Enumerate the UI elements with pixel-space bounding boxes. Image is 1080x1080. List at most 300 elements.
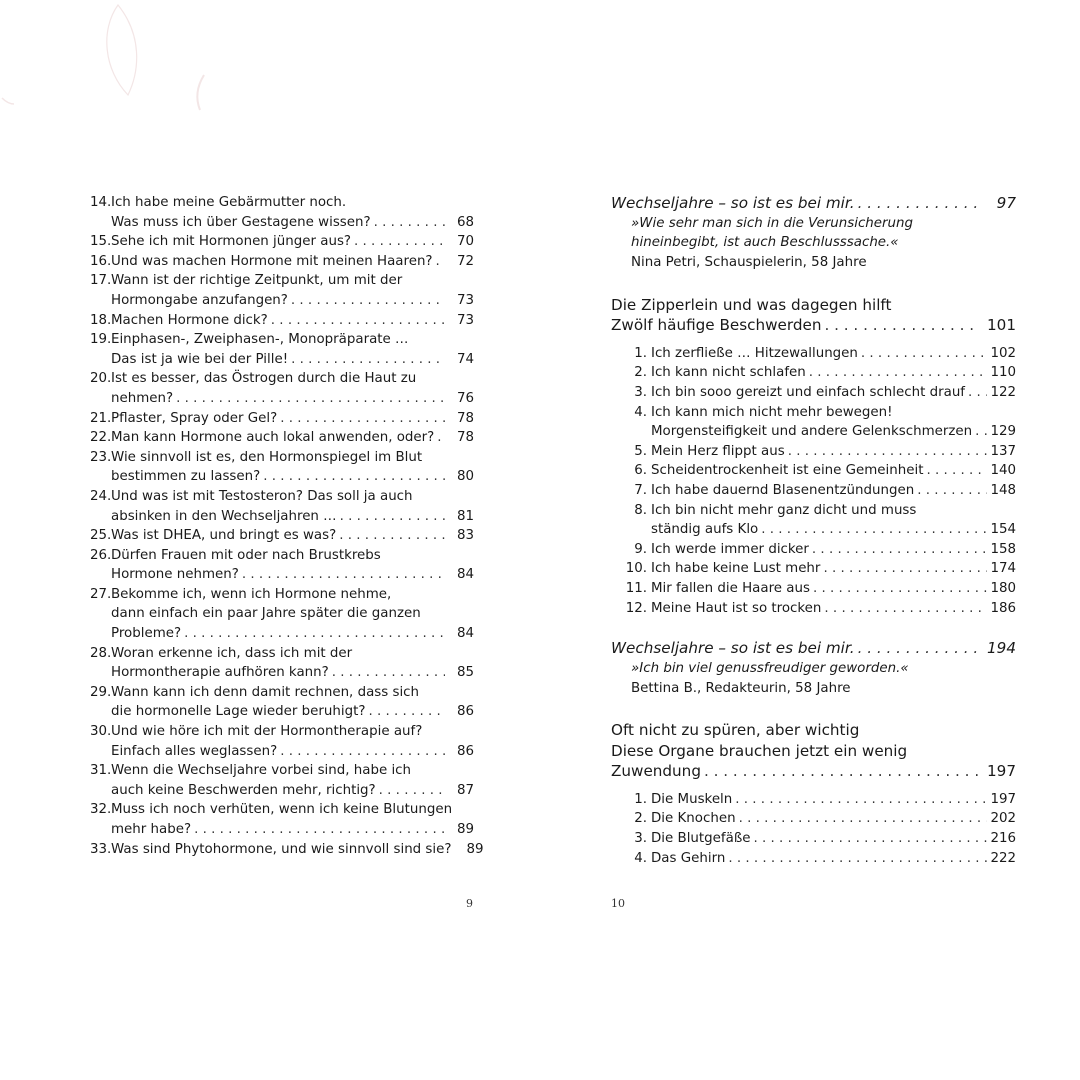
entry-page-number: 85 bbox=[456, 665, 474, 681]
entry-text-line: die hormonelle Lage wieder beruhigt? bbox=[111, 704, 366, 720]
entry-body bbox=[647, 383, 1016, 403]
leader-dots bbox=[340, 507, 445, 527]
heading-page-number: 97 bbox=[996, 194, 1016, 212]
entry-body bbox=[647, 403, 1016, 442]
leader-dots bbox=[354, 232, 445, 252]
toc-entry bbox=[611, 501, 1016, 540]
entry-page-number: 122 bbox=[990, 385, 1016, 401]
entry-text-line: Pflaster, Spray oder Gel? bbox=[111, 410, 278, 426]
entry-number: 21. bbox=[90, 410, 112, 426]
heading-line: Zuwendung bbox=[611, 762, 701, 781]
entry-page-number: 197 bbox=[990, 791, 1016, 807]
entry-text-line: Ich bin sooo gereizt und einfach schlecht drauf bbox=[651, 385, 966, 401]
entry-page-number: 140 bbox=[990, 463, 1016, 479]
entry-body bbox=[647, 829, 1016, 849]
entry-body bbox=[111, 311, 474, 331]
entry-last-line bbox=[111, 820, 474, 840]
entry-body bbox=[111, 487, 474, 526]
leader-dots bbox=[291, 291, 445, 311]
entry-text-line: Und wie höre ich mit der Hormontherapie auf? bbox=[111, 724, 423, 740]
quote-line: »Ich bin viel genussfreudiger geworden.« bbox=[631, 660, 909, 676]
entry-page-number: 89 bbox=[466, 841, 484, 857]
entry-page-number: 180 bbox=[990, 581, 1016, 597]
toc-entry bbox=[611, 540, 1016, 560]
leader-dots bbox=[861, 344, 987, 364]
entry-number: 29. bbox=[90, 684, 112, 700]
entry-page-number: 73 bbox=[456, 312, 474, 328]
entry-page-number: 148 bbox=[990, 483, 1016, 499]
section-entry-list bbox=[611, 790, 1016, 868]
entry-body bbox=[111, 252, 474, 272]
leader-dots bbox=[194, 820, 445, 840]
heading-last-line bbox=[611, 761, 1016, 782]
entry-text-line: Ich habe dauernd Blasenentzündungen bbox=[651, 483, 915, 499]
leader-dots bbox=[754, 829, 987, 849]
entry-body bbox=[111, 330, 474, 369]
toc-entry bbox=[90, 585, 474, 644]
heading-line: Wechseljahre – so ist es bei mir. bbox=[611, 194, 855, 212]
entry-last-line bbox=[651, 829, 1016, 849]
entry-number: 7. bbox=[634, 483, 647, 499]
leader-dots bbox=[263, 467, 445, 487]
section-heading bbox=[611, 295, 1016, 336]
entry-last-line bbox=[651, 790, 1016, 810]
leader-dots bbox=[368, 702, 445, 722]
leader-dots bbox=[339, 526, 445, 546]
entry-last-line bbox=[651, 579, 1016, 599]
entry-text-line: auch keine Beschwerden mehr, richtig? bbox=[111, 782, 376, 798]
entry-number: 18. bbox=[90, 312, 112, 328]
entry-body bbox=[647, 481, 1016, 501]
toc-entry bbox=[90, 487, 474, 526]
entry-page-number: 86 bbox=[456, 704, 474, 720]
toc-entry bbox=[90, 800, 474, 839]
entry-text-line: Die Blutgefäße bbox=[651, 830, 751, 846]
entry-last-line bbox=[111, 467, 474, 487]
entry-page-number: 222 bbox=[990, 850, 1016, 866]
entry-number: 12. bbox=[625, 600, 647, 616]
quote-line: hineinbegibt, ist auch Beschlusssache.« bbox=[631, 235, 899, 251]
entry-body bbox=[647, 849, 1016, 869]
entry-text-line: ständig aufs Klo bbox=[651, 522, 759, 538]
entry-body bbox=[111, 800, 474, 839]
leader-dots bbox=[926, 461, 987, 481]
entry-text-line: Wann ist der richtige Zeitpunkt, um mit der bbox=[111, 273, 403, 289]
entry-text-line: Und was ist mit Testosteron? Das soll ja auch bbox=[111, 488, 413, 504]
entry-text-line: Was sind Phytohormone, und wie sinnvoll sind sie? bbox=[111, 841, 452, 857]
toc-entry bbox=[611, 461, 1016, 481]
entry-last-line bbox=[111, 389, 474, 409]
heading-line: Diese Organe brauchen jetzt ein wenig bbox=[611, 741, 908, 760]
leader-dots bbox=[437, 428, 445, 448]
leader-dots bbox=[975, 422, 987, 442]
leader-dots bbox=[858, 193, 979, 214]
entry-last-line bbox=[111, 291, 474, 311]
leader-dots bbox=[739, 809, 987, 829]
leader-dots bbox=[761, 520, 987, 540]
entry-page-number: 158 bbox=[990, 541, 1016, 557]
entry-number: 15. bbox=[90, 234, 112, 250]
entry-body bbox=[111, 448, 474, 487]
leader-dots bbox=[374, 213, 445, 233]
leader-dots bbox=[184, 624, 445, 644]
entry-body bbox=[111, 585, 474, 644]
leader-dots bbox=[379, 781, 445, 801]
entry-text-line: Mir fallen die Haare aus bbox=[651, 581, 810, 597]
entry-number: 27. bbox=[90, 586, 112, 602]
entry-page-number: 78 bbox=[456, 430, 474, 446]
entry-last-line bbox=[651, 559, 1016, 579]
entry-text-line: Ich habe meine Gebärmutter noch. bbox=[111, 195, 347, 210]
entry-text-line: Mein Herz flippt aus bbox=[651, 443, 785, 459]
leader-dots bbox=[809, 363, 987, 383]
entry-body bbox=[111, 428, 474, 448]
entry-body bbox=[111, 840, 484, 860]
toc-entry bbox=[90, 193, 474, 232]
leader-dots bbox=[704, 761, 979, 782]
entry-text-line: Ich habe keine Lust mehr bbox=[651, 561, 821, 577]
entry-page-number: 174 bbox=[990, 561, 1016, 577]
entry-body bbox=[647, 363, 1016, 383]
entry-body bbox=[647, 442, 1016, 462]
entry-text-line: bestimmen zu lassen? bbox=[111, 469, 261, 485]
entry-text-line: Hormone nehmen? bbox=[111, 567, 239, 583]
entry-last-line bbox=[651, 422, 1016, 442]
entry-number: 9. bbox=[634, 541, 647, 557]
decorative-leaf-graphic bbox=[0, 0, 240, 130]
entry-page-number: 81 bbox=[456, 508, 474, 524]
entry-number: 2. bbox=[634, 365, 647, 381]
leader-dots bbox=[242, 565, 445, 585]
entry-number: 14. bbox=[90, 195, 112, 210]
heading-line: Zwölf häufige Beschwerden bbox=[611, 316, 822, 335]
entry-body bbox=[111, 232, 474, 252]
toc-entry bbox=[90, 761, 474, 800]
entry-number: 16. bbox=[90, 253, 112, 269]
heading-line: Die Zipperlein und was dagegen hilft bbox=[611, 295, 892, 314]
entry-number: 11. bbox=[625, 581, 647, 597]
heading-page-number: 194 bbox=[987, 639, 1016, 658]
toc-entry bbox=[90, 840, 484, 860]
entry-page-number: 102 bbox=[990, 345, 1016, 361]
leader-dots bbox=[436, 252, 445, 272]
entry-text-line: Machen Hormone dick? bbox=[111, 312, 268, 328]
toc-entry bbox=[90, 683, 474, 722]
section-quote bbox=[611, 659, 1016, 699]
entry-text-line: Scheidentrockenheit ist eine Gemeinheit bbox=[651, 463, 924, 479]
entry-text-line: Wann kann ich denn damit rechnen, dass sich bbox=[111, 684, 420, 700]
entry-page-number: 84 bbox=[456, 567, 474, 583]
entry-text-line: Man kann Hormone auch lokal anwenden, oder? bbox=[111, 430, 435, 446]
entry-number: 32. bbox=[90, 802, 112, 818]
entry-body bbox=[647, 461, 1016, 481]
entry-last-line bbox=[111, 840, 484, 860]
entry-number: 28. bbox=[90, 645, 112, 661]
entry-body bbox=[647, 599, 1016, 619]
toc-entry bbox=[90, 546, 474, 585]
entry-last-line bbox=[651, 481, 1016, 501]
leader-dots bbox=[824, 599, 987, 619]
quote-author: Bettina B., Redakteurin, 58 Jahre bbox=[631, 680, 851, 696]
entry-last-line bbox=[111, 252, 474, 272]
entry-text-line: Wie sinnvoll ist es, den Hormonspiegel im Blut bbox=[111, 449, 423, 465]
toc-entry bbox=[611, 403, 1016, 442]
entry-text-line: Dürfen Frauen mit oder nach Brustkrebs bbox=[111, 547, 381, 563]
toc-entry bbox=[611, 442, 1016, 462]
entry-page-number: 76 bbox=[456, 390, 474, 406]
entry-page-number: 186 bbox=[990, 600, 1016, 616]
entry-number: 26. bbox=[90, 547, 112, 563]
toc-entry bbox=[90, 722, 474, 761]
toc-entry bbox=[90, 428, 474, 448]
entry-number: 4. bbox=[634, 850, 647, 866]
toc-entry bbox=[90, 311, 474, 331]
entry-text-line: Hormontherapie aufhören kann? bbox=[111, 665, 329, 681]
entry-text-line: Bekomme ich, wenn ich Hormone nehme, bbox=[111, 586, 392, 602]
entry-number: 20. bbox=[90, 371, 112, 387]
toc-entry bbox=[611, 559, 1016, 579]
entry-number: 3. bbox=[634, 385, 647, 401]
leader-dots bbox=[271, 311, 445, 331]
leader-dots bbox=[280, 409, 445, 429]
leader-dots bbox=[728, 849, 987, 869]
entry-text-line: nehmen? bbox=[111, 390, 174, 406]
entry-number: 30. bbox=[90, 724, 112, 740]
entry-body bbox=[647, 540, 1016, 560]
entry-last-line bbox=[651, 383, 1016, 403]
entry-last-line bbox=[651, 442, 1016, 462]
entry-last-line bbox=[111, 781, 474, 801]
entry-text-line: absinken in den Wechseljahren … bbox=[111, 508, 337, 524]
entry-text-line: Das Gehirn bbox=[651, 850, 726, 866]
entry-text-line: Ich bin nicht mehr ganz dicht und muss bbox=[651, 502, 917, 518]
section-heading bbox=[611, 638, 1016, 659]
leader-dots bbox=[824, 315, 979, 336]
entry-body bbox=[647, 501, 1016, 540]
heading-last-line bbox=[611, 638, 1016, 659]
section-entry-list bbox=[611, 344, 1016, 618]
entry-text-line: Die Knochen bbox=[651, 811, 736, 827]
toc-entry bbox=[611, 579, 1016, 599]
entry-text-line: Muss ich noch verhüten, wenn ich keine Blutungen bbox=[111, 802, 453, 818]
entry-last-line bbox=[111, 428, 474, 448]
entry-text-line: Einfach alles weglassen? bbox=[111, 743, 278, 759]
entry-last-line bbox=[651, 520, 1016, 540]
leader-dots bbox=[280, 742, 445, 762]
entry-last-line bbox=[651, 849, 1016, 869]
entry-last-line bbox=[111, 350, 474, 370]
entry-number: 5. bbox=[634, 443, 647, 459]
entry-page-number: 216 bbox=[990, 830, 1016, 846]
entry-number: 6. bbox=[634, 463, 647, 479]
entry-text-line: Einphasen-, Zweiphasen-, Monopräparate … bbox=[111, 332, 409, 348]
entry-text-line: Wenn die Wechseljahre vorbei sind, habe ich bbox=[111, 763, 412, 779]
entry-page-number: 78 bbox=[456, 410, 474, 426]
leader-dots bbox=[735, 790, 987, 810]
entry-body bbox=[111, 369, 474, 408]
toc-entry bbox=[611, 363, 1016, 383]
toc-entry bbox=[611, 599, 1016, 619]
entry-body bbox=[111, 644, 474, 683]
entry-page-number: 80 bbox=[456, 469, 474, 485]
entry-number: 4. bbox=[634, 404, 647, 420]
entry-text-line: dann einfach ein paar Jahre später die ganzen bbox=[111, 606, 421, 622]
entry-text-line: Sehe ich mit Hormonen jünger aus? bbox=[111, 234, 352, 250]
entry-text-line: Hormongabe anzufangen? bbox=[111, 292, 288, 308]
entry-page-number: 129 bbox=[990, 424, 1016, 440]
toc-entry bbox=[90, 369, 474, 408]
entry-body bbox=[111, 722, 474, 761]
entry-body bbox=[647, 559, 1016, 579]
entry-text-line: Das ist ja wie bei der Pille! bbox=[111, 351, 289, 367]
entry-text-line: Ich kann mich nicht mehr bewegen! bbox=[651, 404, 893, 420]
leader-dots bbox=[823, 559, 987, 579]
toc-entry bbox=[90, 409, 474, 429]
page-number-right: 10 bbox=[611, 897, 625, 910]
toc-entry bbox=[611, 383, 1016, 403]
leader-dots bbox=[332, 663, 445, 683]
entry-body bbox=[647, 579, 1016, 599]
entry-last-line bbox=[111, 663, 474, 683]
entry-number: 1. bbox=[634, 791, 647, 807]
toc-entry bbox=[90, 271, 474, 310]
entry-page-number: 84 bbox=[456, 626, 474, 642]
entry-page-number: 70 bbox=[456, 234, 474, 250]
leader-dots bbox=[788, 442, 987, 462]
toc-list-left bbox=[90, 193, 484, 859]
entry-body bbox=[111, 193, 474, 232]
entry-last-line bbox=[651, 809, 1016, 829]
entry-page-number: 86 bbox=[456, 743, 474, 759]
toc-entry bbox=[90, 644, 474, 683]
toc-entry bbox=[611, 849, 1016, 869]
entry-body bbox=[111, 761, 474, 800]
entry-last-line bbox=[651, 344, 1016, 364]
entry-text-line: Ich zerfließe … Hitzewallungen bbox=[651, 345, 858, 361]
entry-body bbox=[111, 546, 474, 585]
entry-text-line: Morgensteifigkeit und andere Gelenkschmerzen bbox=[651, 424, 973, 440]
toc-entry bbox=[90, 232, 474, 252]
entry-body bbox=[111, 683, 474, 722]
entry-page-number: 72 bbox=[456, 253, 474, 269]
entry-page-number: 202 bbox=[990, 811, 1016, 827]
heading-page-number: 197 bbox=[987, 762, 1016, 781]
leader-dots bbox=[968, 383, 987, 403]
toc-page-left bbox=[90, 193, 484, 859]
entry-number: 8. bbox=[634, 502, 647, 518]
leader-dots bbox=[813, 579, 987, 599]
entry-last-line bbox=[111, 232, 474, 252]
toc-entry bbox=[90, 330, 474, 369]
entry-page-number: 110 bbox=[990, 365, 1016, 381]
entry-number: 22. bbox=[90, 430, 112, 446]
section-heading bbox=[611, 193, 1016, 214]
entry-number: 24. bbox=[90, 488, 112, 504]
entry-last-line bbox=[111, 702, 474, 722]
toc-section bbox=[611, 638, 1016, 698]
entry-last-line bbox=[111, 742, 474, 762]
heading-last-line bbox=[611, 315, 1016, 336]
section-quote bbox=[611, 214, 1016, 273]
toc-entry bbox=[90, 526, 474, 546]
toc-section bbox=[611, 720, 1016, 868]
entry-text-line: Was ist DHEA, und bringt es was? bbox=[111, 528, 337, 544]
entry-page-number: 87 bbox=[456, 782, 474, 798]
leader-dots bbox=[858, 638, 979, 659]
quote-line: »Wie sehr man sich in die Verunsicherung bbox=[631, 215, 914, 231]
entry-text-line: Probleme? bbox=[111, 626, 182, 642]
entry-page-number: 83 bbox=[456, 528, 474, 544]
entry-last-line bbox=[111, 409, 474, 429]
heading-last-line bbox=[611, 193, 1016, 214]
entry-text-line: Die Muskeln bbox=[651, 791, 733, 807]
heading-page-number: 101 bbox=[987, 316, 1016, 335]
entry-last-line bbox=[651, 540, 1016, 560]
entry-page-number: 74 bbox=[456, 351, 474, 367]
entry-text-line: Und was machen Hormone mit meinen Haaren? bbox=[111, 253, 433, 269]
entry-number: 23. bbox=[90, 449, 112, 465]
entry-number: 17. bbox=[90, 273, 112, 289]
entry-number: 33. bbox=[90, 841, 112, 857]
toc-entry bbox=[611, 481, 1016, 501]
toc-page-right bbox=[611, 193, 1016, 868]
leader-dots bbox=[291, 350, 445, 370]
entry-last-line bbox=[651, 363, 1016, 383]
entry-text-line: Was muss ich über Gestagene wissen? bbox=[111, 214, 371, 230]
entry-number: 10. bbox=[625, 561, 647, 577]
entry-page-number: 154 bbox=[990, 522, 1016, 538]
entry-body bbox=[111, 271, 474, 310]
entry-text-line: Meine Haut ist so trocken bbox=[651, 600, 822, 616]
toc-section bbox=[611, 295, 1016, 618]
entry-body bbox=[647, 790, 1016, 810]
entry-last-line bbox=[111, 565, 474, 585]
entry-number: 2. bbox=[634, 811, 647, 827]
page-number-left: 9 bbox=[466, 897, 473, 910]
entry-text-line: mehr habe? bbox=[111, 822, 192, 837]
entry-body bbox=[111, 409, 474, 429]
entry-text-line: Woran erkenne ich, dass ich mit der bbox=[111, 645, 353, 661]
entry-last-line bbox=[111, 311, 474, 331]
entry-page-number: 137 bbox=[990, 443, 1016, 459]
entry-page-number: 89 bbox=[456, 822, 474, 837]
entry-number: 31. bbox=[90, 763, 112, 779]
toc-entry bbox=[90, 252, 474, 272]
heading-line: Wechseljahre – so ist es bei mir. bbox=[611, 639, 855, 658]
entry-text-line: Ist es besser, das Östrogen durch die Haut zu bbox=[111, 371, 417, 387]
section-heading bbox=[611, 720, 1016, 782]
entry-last-line bbox=[111, 507, 474, 527]
entry-body bbox=[647, 344, 1016, 364]
entry-number: 3. bbox=[634, 830, 647, 846]
heading-line: Oft nicht zu spüren, aber wichtig bbox=[611, 721, 860, 740]
entry-number: 1. bbox=[634, 345, 647, 361]
toc-section bbox=[611, 193, 1016, 273]
entry-page-number: 68 bbox=[456, 214, 474, 230]
entry-number: 25. bbox=[90, 528, 112, 544]
leader-dots bbox=[176, 389, 445, 409]
entry-page-number: 73 bbox=[456, 292, 474, 308]
entry-last-line bbox=[111, 624, 474, 644]
entry-last-line bbox=[111, 526, 474, 546]
toc-entry bbox=[611, 829, 1016, 849]
quote-author: Nina Petri, Schauspielerin, 58 Jahre bbox=[631, 255, 867, 271]
entry-text-line: Ich kann nicht schlafen bbox=[651, 365, 806, 381]
toc-entry bbox=[611, 790, 1016, 810]
toc-entry bbox=[611, 809, 1016, 829]
toc-entry bbox=[90, 448, 474, 487]
entry-text-line: Ich werde immer dicker bbox=[651, 541, 809, 557]
